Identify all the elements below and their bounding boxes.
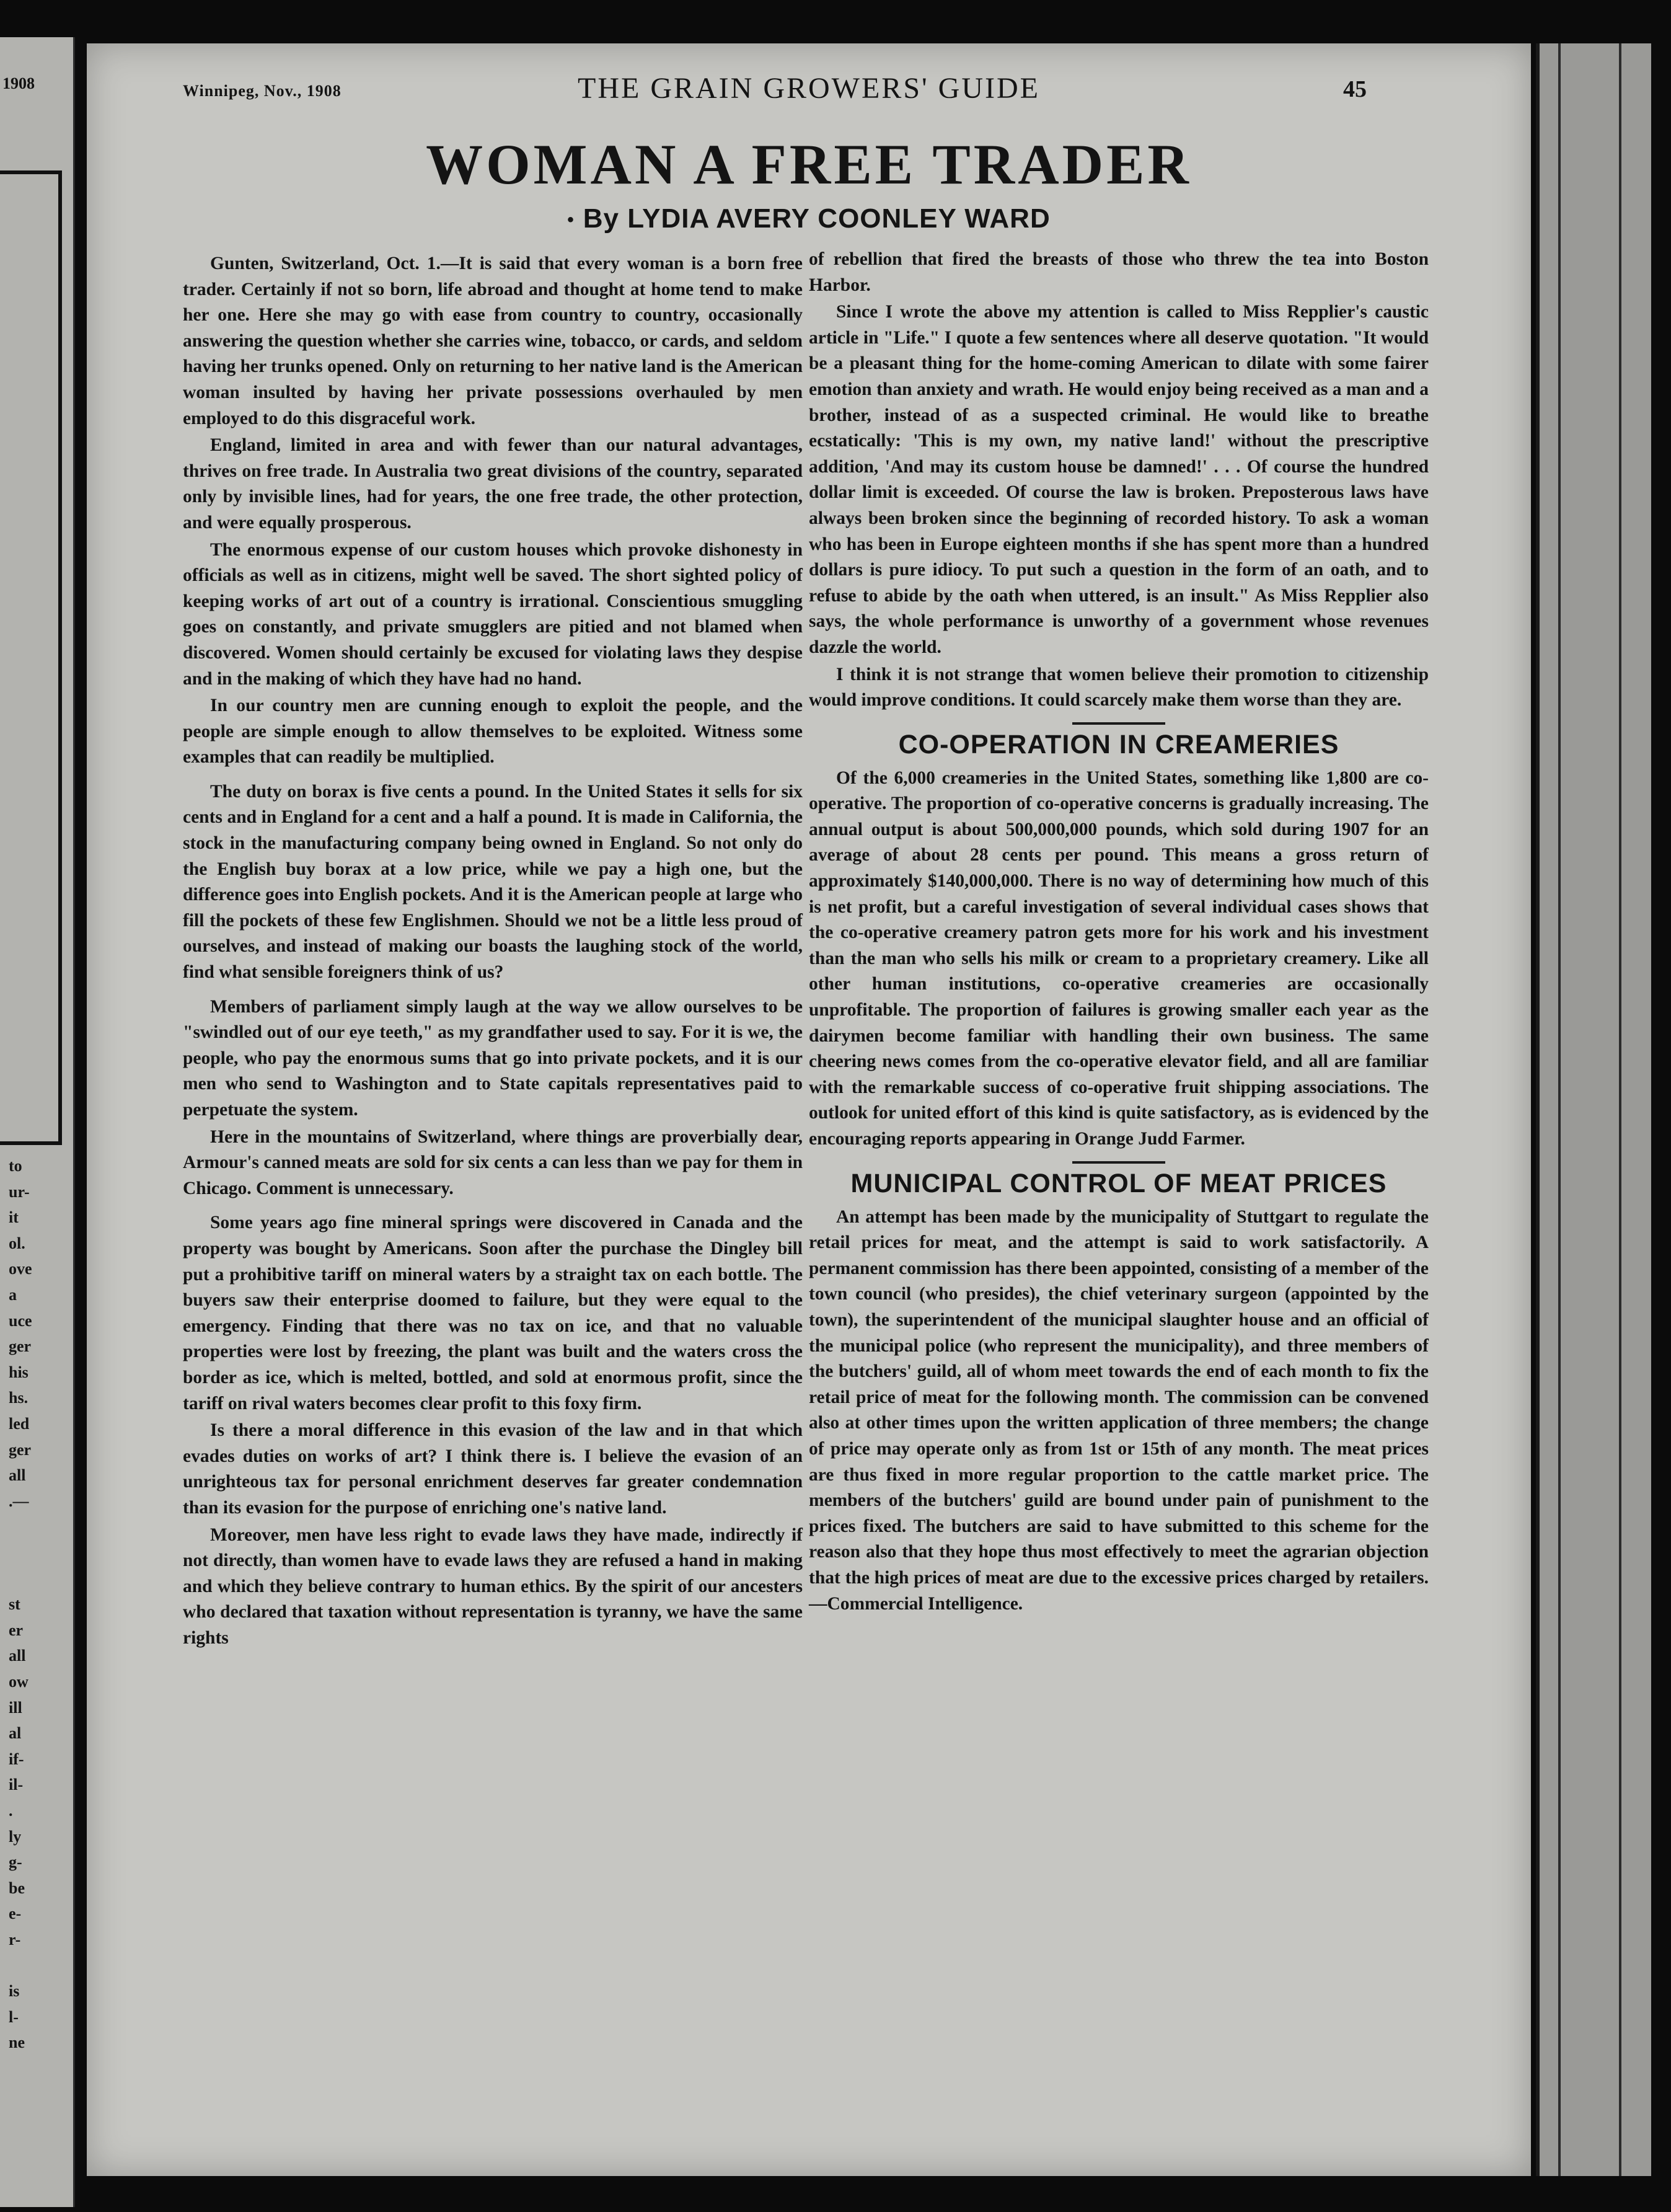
right-column <box>809 247 1429 1617</box>
paragraph: In our country men are cunning enough to exploit the people, and the people are simple enough to allow themselves to be exploited. Witness some examples that can readily be multiplied. <box>183 696 803 768</box>
left-page-fragment: ill <box>9 1698 22 1717</box>
page-edge-line <box>1619 43 1621 2176</box>
section-divider <box>1072 1161 1165 1164</box>
left-page-fragment: ow <box>9 1673 29 1691</box>
left-page-fragment: ly <box>9 1827 22 1846</box>
left-page-fragment: be <box>9 1878 25 1897</box>
page-edge-line <box>1558 43 1561 2176</box>
left-page-fragment: led <box>9 1415 30 1433</box>
paragraph: Here in the mountains of Switzerland, where things are proverbially dear, Armour's canned meats are sold for six cents a can less than we pay for them in Chicago. Comment is unnecessary. <box>183 1126 803 1198</box>
right-page-edge <box>1536 43 1651 2176</box>
paragraph: of rebellion that fired the breasts of those who threw the tea into Boston Harbor. <box>809 249 1429 295</box>
left-page-fragment: g- <box>9 1853 22 1872</box>
left-page-fragment: ger <box>9 1337 32 1356</box>
journal-title: THE GRAIN GROWERS' GUIDE <box>578 72 1040 105</box>
left-page-fragment: a <box>9 1286 17 1304</box>
left-page-fragment: all <box>9 1647 26 1665</box>
section-divider <box>1072 722 1165 725</box>
paragraph: Since I wrote the above my attention is called to Miss Repplier's caustic article in "Life." I quote a few sentences where all deserve quotation. "It would be a pleasant thing for the home-coming American to dilate with some fairer emotion than anxiety and wrath. He would enjoy being received as a man and a brother, instead of as a suspected criminal. He would like to breathe ecstatically: 'This is my own, my native land!' without the prescriptive addition, 'And may its custom house be damned!' . . . Of course the hundred dollar limit is exceeded. Of course the law is broken. Preposterous laws have always been broken since the beginning of recorded history. To ask a woman who has been in Europe eighteen months if she has spent more than a hundred dollars is pure idiocy. To put such a question in the form of an oath, and to refuse to abide by the oath when uttered, is an insult." As Miss Repplier also says, the whole performance is unworthy of a government whose revenues dazzle the world. <box>809 302 1429 657</box>
header-date: Winnipeg, Nov., 1908 <box>183 82 342 100</box>
paragraph: Moreover, men have less right to evade laws they have made, indirectly if not directly, than women have to evade laws they are refused a hand in making and which they believe contrary to human ethics. By the spirit of our ancesters who declared that taxation without representation is tyranny, we have the same rights <box>183 1524 803 1648</box>
left-page-fragment: ne <box>9 2033 25 2052</box>
left-page-fragment: il- <box>9 1776 24 1794</box>
left-page-fragment: ove <box>9 1260 32 1278</box>
left-page-fragment: is <box>9 1982 20 2001</box>
left-page-fragment: al <box>9 1724 22 1743</box>
paragraph: England, limited in area and with fewer than our natural advantages, thrives on free trade. In Australia two great divisions of the country, separated only by invisible lines, had for years, the one free trade, the other protection, and were equally prosperous. <box>183 435 803 533</box>
left-page-fragment: . <box>9 1802 13 1820</box>
bullet-icon: • <box>567 210 575 231</box>
article-title: WOMAN A FREE TRADER <box>426 133 1192 196</box>
paragraph: Some years ago fine mineral springs were discovered in Canada and the property was bought by Americans. Soon after the purchase the Dingley bill put a prohibitive tariff on mineral waters by a straight tax on each bottle. The buyers saw their enterprise doomed to failure, but they were equal to the emergency. Finding that there was no tax on ice, and that no valuable properties were lost by freezing, the plant was built and the waters cross the border as ice, which is melted, bottled, and sold at enormous profit, since the tariff on rival waters becomes clear profit to this foxy firm. <box>183 1213 803 1413</box>
left-page-fragment: l- <box>9 2007 19 2026</box>
left-page-fragment: if- <box>9 1750 24 1768</box>
paragraph: The duty on borax is five cents a pound. In the United States it sells for six cents and in England for a cent and a half a pound. It is made in California, the stock in the manufacturing company being owned in England. So not only do the English buy borax at a low price, while we pay a high one, but the difference goes into English pockets. And it is the American people at large who fill the pockets of these few Englishmen. Should we not be a little less proud of ourselves, and instead of making our boasts the laughing stock of the world, find what sensible foreigners think of us? <box>183 781 803 983</box>
left-page-fragment: ur- <box>9 1182 30 1201</box>
meat-prices-heading: MUNICIPAL CONTROL OF MEAT PRICES <box>850 1168 1387 1198</box>
byline-text: By LYDIA AVERY COONLEY WARD <box>583 203 1051 234</box>
left-page-fragment: ol. <box>9 1234 25 1252</box>
left-page-fragment: r- <box>9 1931 21 1949</box>
left-page-fragment: .— <box>9 1492 29 1510</box>
paragraph: I think it is not strange that women believe their promotion to citizenship would improve conditions. It could scarcely make them worse than they are. <box>809 664 1429 710</box>
page-header <box>87 68 1531 112</box>
newspaper-page <box>87 43 1531 2176</box>
left-page-fragment: uce <box>9 1311 32 1330</box>
article-byline <box>87 203 1531 234</box>
left-page-fragment: hs. <box>9 1389 29 1407</box>
left-column <box>183 251 803 1651</box>
left-page-fragment: it <box>9 1208 19 1227</box>
paragraph: Members of parliament simply laugh at the way we allow ourselves to be "swindled out of our eye teeth," as my grandfather used to say. For it is we, the people, who pay the enormous sums that go into private pockets, and it is our men who send to Washington and to State capitals representatives paid to perpetuate the system. <box>183 996 803 1120</box>
paragraph: Gunten, Switzerland, Oct. 1.—It is said that every woman is a born free trader. Certainly if not so born, life abroad and thought at home tend to make her one. Here she may go with ease from country to country, occasionally answering the question whether she carries wine, tobacco, or cards, and seldom having her trunks opened. Only on returning to her native land is the American woman insulted by having her private possessions overhauled by men employed to do this disgraceful work. <box>183 254 803 428</box>
paragraph: The enormous expense of our custom houses which provoke dishonesty in officials as well as in citizens, might well be saved. The short sighted policy of keeping works of art out of a country is irrational. Conscientious smuggling goes on constantly, and private smugglers are pitied and not blamed when discovered. Women should certainly be excused for violating laws they despise and in the making of which they have had no hand. <box>183 539 803 689</box>
left-page-fragment: st <box>9 1595 20 1614</box>
paragraph: Of the 6,000 creameries in the United States, something like 1,800 are co-operative. The proportion of co-operative concerns is gradually increasing. The annual output is about 500,000,000 pounds, which sold during 1907 for an average of about 28 cents per pound. This means a gross return of approximately $140,000,000. There is no way of determining how much of this is net profit, but a careful investigation of several individual cases shows that the co-operative creamery patron gets more for his work and his investment than the man who sells his milk or cream to a proprietary creamery. Like all other human institutions, co-operative creameries are occasionally unprofitable. The proportion of failures is growing smaller each year as the dairymen become familiar with handling their own business. The same cheering news comes from the co-operative elevator field, and all are familiar with the remarkable success of co-operative fruit shipping associations. The outlook for united effort of this kind is quite satisfactory, as is evidenced by the encouraging reports appearing in Orange Judd Farmer. <box>809 768 1429 1149</box>
left-page-fragment: all <box>9 1466 26 1485</box>
left-page-fragment: e- <box>9 1905 22 1923</box>
left-page-box <box>0 170 62 1145</box>
paragraph: An attempt has been made by the municipality of Stuttgart to regulate the retail prices for meat, and the attempt is said to work satisfactorily. A permanent commission has there been appointed, consisting of a member of the town council (who presides), the chief veterinary surgeon (appointed by the town), the superintendent of the municipal slaughter house and an official of the municipal police (who represent the municipality), and three members of the butchers' guild, all of whom meet towards the end of each month to fix the retail price of meat for the following month. The commission can be convened also at other times upon the written application of three members; the change of price may operate only as from 1st or 15th of any month. The meat prices are thus fixed in more regular proportion to the cattle market price. The members of the butchers' guild are bound under pain of punishment to the prices fixed. The butchers are said to have submitted to this scheme for the reason also that they hope thus most effectively to meet the agrarian objection that the high prices of meat are due to the excessive prices charged by retailers.—Commercial Intelligence. <box>809 1206 1429 1614</box>
left-page-fragment: to <box>9 1157 22 1175</box>
left-page-strip <box>0 37 75 2207</box>
creameries-heading: CO-OPERATION IN CREAMERIES <box>898 729 1339 759</box>
paragraph: Is there a moral difference in this evasion of the law and in that which evades duties on works of art? I think there is. I believe the evasion of an unrighteous tax for personal enrichment deserves far greater condemnation than its evasion for the purpose of enriching one's native land. <box>183 1420 803 1518</box>
left-page-number: 1908 <box>2 74 35 92</box>
left-page-fragment: his <box>9 1363 29 1381</box>
left-page-fragment: er <box>9 1621 24 1639</box>
page-number: 45 <box>1343 76 1367 102</box>
left-page-fragment: ger <box>9 1440 32 1459</box>
